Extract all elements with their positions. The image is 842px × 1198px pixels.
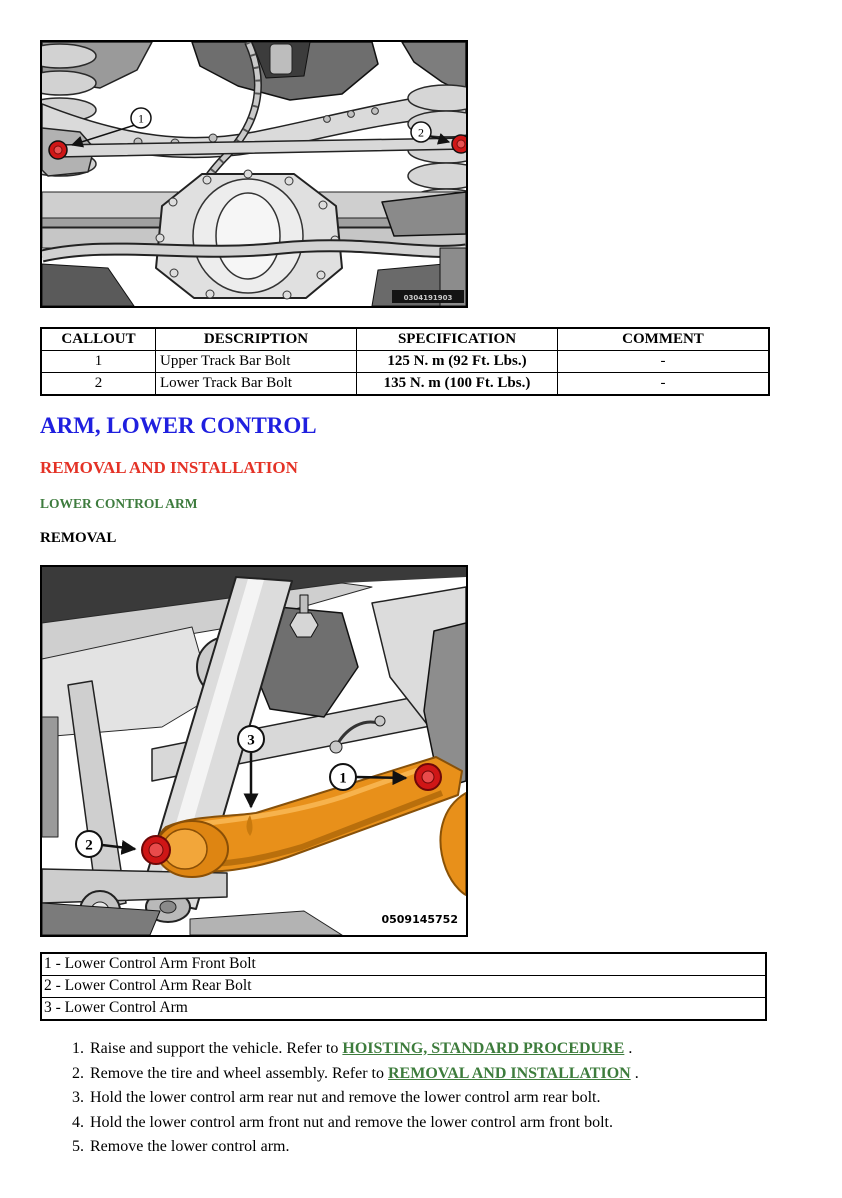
- procedure-steps: [64, 1037, 842, 1160]
- figure2-id-label: 0509145752: [381, 912, 458, 926]
- control-arm-rear-bolt: [415, 764, 441, 790]
- cell-callout: 1: [41, 351, 156, 373]
- legend-row-3: [41, 997, 766, 1020]
- figure-lower-control-arm: [40, 565, 468, 937]
- drag-link: [42, 246, 466, 256]
- callout-3-number: 3: [247, 732, 255, 749]
- callout-1-number: 1: [138, 111, 144, 126]
- spec-header-row: [41, 328, 769, 351]
- header-description: DESCRIPTION: [156, 328, 357, 351]
- callout-2-number: 2: [418, 125, 424, 140]
- spec-row-2: [41, 373, 769, 396]
- page-title: ARM, LOWER CONTROL: [40, 413, 317, 438]
- section-removal-installation: REMOVAL AND INSTALLATION: [40, 458, 298, 478]
- lower-control-arm-illustration: [42, 567, 466, 935]
- upper-track-bar-bolt: [49, 141, 67, 159]
- step-number: 1.: [72, 1039, 84, 1057]
- legend-text: 1 - Lower Control Arm Front Bolt: [41, 953, 766, 976]
- step-1: [64, 1037, 842, 1062]
- header-specification: SPECIFICATION: [357, 328, 558, 351]
- step-4: [64, 1111, 842, 1136]
- link-hoisting-standard-procedure[interactable]: HOISTING, STANDARD PROCEDURE: [342, 1039, 625, 1057]
- legend-row-2: [41, 975, 766, 997]
- step-text: Hold the lower control arm front nut and remove the lower control arm front bolt.: [90, 1113, 613, 1131]
- legend-text: 3 - Lower Control Arm: [41, 997, 766, 1020]
- step-text: Remove the lower control arm.: [90, 1138, 290, 1156]
- step-number: 5.: [72, 1138, 84, 1156]
- link-removal-and-installation[interactable]: REMOVAL AND INSTALLATION: [387, 1064, 631, 1082]
- step-number: 2.: [72, 1064, 84, 1082]
- control-arm-front-bolt: [142, 836, 170, 864]
- cell-description: Lower Track Bar Bolt: [156, 373, 357, 396]
- callout-1-number: 1: [339, 770, 347, 787]
- step-text: Raise and support the vehicle. Refer to: [90, 1039, 343, 1057]
- step-suffix: .: [630, 1064, 639, 1082]
- cell-specification: 135 N. m (100 Ft. Lbs.): [357, 373, 558, 396]
- cell-description: Upper Track Bar Bolt: [156, 351, 357, 373]
- torque-spec-table: [40, 327, 770, 396]
- spec-row-1: [41, 351, 769, 373]
- legend-row-1: [41, 953, 766, 976]
- cell-specification: 125 N. m (92 Ft. Lbs.): [357, 351, 558, 373]
- header-callout: CALLOUT: [41, 328, 156, 351]
- cell-comment: -: [558, 373, 770, 396]
- figure1-id: [392, 290, 464, 303]
- step-5: [64, 1135, 842, 1160]
- subsection-lower-control-arm: LOWER CONTROL ARM: [40, 495, 198, 511]
- lower-track-bar-bolt: [452, 135, 466, 153]
- step-2: [64, 1062, 842, 1087]
- track-bar-illustration: [42, 42, 466, 306]
- differential-housing: [156, 170, 342, 299]
- step-3: [64, 1086, 842, 1111]
- callout-legend-table: [40, 952, 767, 1021]
- legend-text: 2 - Lower Control Arm Rear Bolt: [41, 975, 766, 997]
- figure-track-bar: [40, 40, 468, 308]
- subsection-removal: REMOVAL: [40, 530, 117, 547]
- cell-callout: 2: [41, 373, 156, 396]
- step-number: 3.: [72, 1089, 84, 1107]
- step-suffix: .: [624, 1039, 633, 1057]
- figure1-id-label: 0304191903: [403, 294, 453, 302]
- cell-comment: -: [558, 351, 770, 373]
- header-comment: COMMENT: [558, 328, 770, 351]
- step-text: Remove the tire and wheel assembly. Refer to: [90, 1064, 388, 1082]
- step-text: Hold the lower control arm rear nut and remove the lower control arm rear bolt.: [90, 1089, 601, 1107]
- step-number: 4.: [72, 1113, 84, 1131]
- callout-2-number: 2: [85, 837, 93, 854]
